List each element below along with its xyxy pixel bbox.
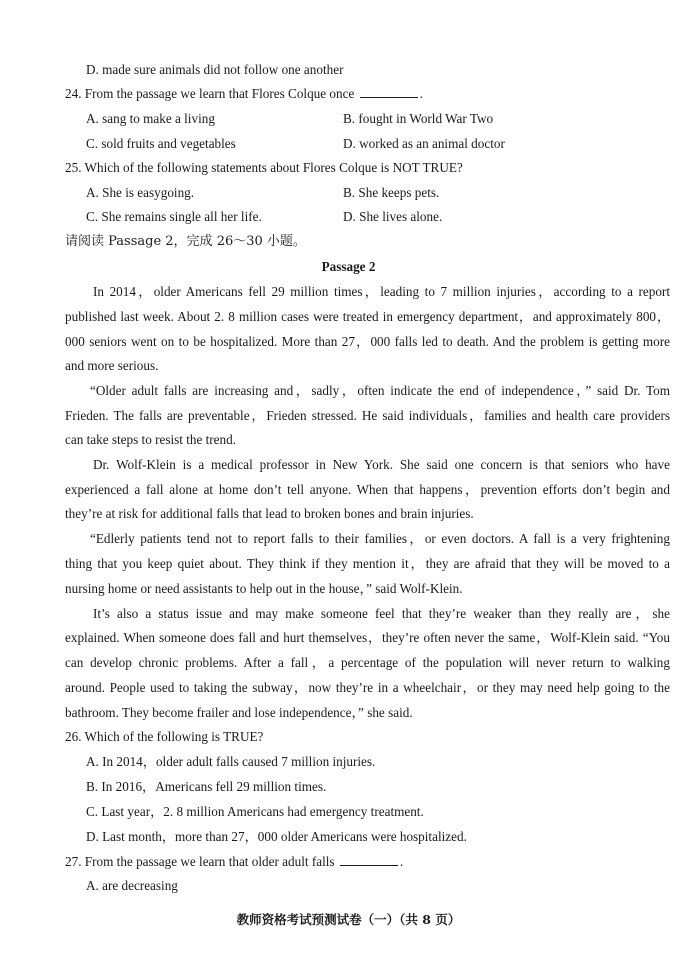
q24-stem-text: 24. From the passage we learn that Flores Colque once: [65, 86, 355, 101]
passage-line: “Edlerly patients tend not to report falls to their families，or even doctors. A fall is a very frightening: [90, 531, 670, 546]
passage-line: around. People used to taking the subway，now they’re in a wheelchair，or they may need help going to the: [65, 680, 670, 695]
passage-line: It’s also a status issue and may make someone feel that they’re weaker than they really are，she: [93, 606, 670, 621]
section-instruction: 请阅读 Passage 2，完成 26～30 小题。: [65, 234, 306, 249]
passage-line: explained. When someone does fall and hurt themselves，they’re often never the same，Wolf-Klein said. “You: [65, 630, 670, 645]
passage-line: 000 seniors went on to be hospitalized. More than 27，000 falls led to death. And the problem is getting more: [65, 334, 670, 349]
passage-line: can take steps to resist the trend.: [65, 432, 237, 447]
q23-option-d: D. made sure animals did not follow one another: [86, 62, 344, 77]
q25-option-c: C. She remains single all her life.: [86, 209, 262, 224]
q27-stem-end: .: [399, 854, 404, 869]
passage-line: bathroom. They become frailer and lose independence，” she said.: [65, 705, 413, 720]
q27-stem-text: 27. From the passage we learn that older adult falls: [65, 854, 335, 869]
passage-line: they’re at risk for additional falls that lead to broken bones and brain injuries.: [65, 506, 474, 521]
passage-line: thing that you keep quiet about. They think if they mention it，they are afraid that they will be moved to a: [65, 556, 670, 571]
q24-option-b: B. fought in World War Two: [343, 111, 494, 126]
passage-line: experienced a fall alone at home don’t tell anyone. When that happens，prevention efforts don’t begin and: [65, 482, 670, 497]
answer-blank: [340, 854, 398, 866]
q25-option-d: D. She lives alone.: [343, 209, 443, 224]
q26-option-a: A. In 2014，older adult falls caused 7 million injuries.: [86, 754, 376, 769]
passage-line: “Older adult falls are increasing and，sadly，often indicate the end of independence，” said Dr. Tom: [90, 383, 670, 398]
q24-option-d: D. worked as an animal doctor: [343, 136, 505, 151]
passage-line: In 2014，older Americans fell 29 million times，leading to 7 million injuries，according to a report: [93, 284, 670, 299]
passage-line: Frieden. The falls are preventable，Frieden stressed. He said individuals，families and health care providers: [65, 408, 670, 423]
passage-title: Passage 2: [321, 259, 376, 274]
q24-option-a: A. sang to make a living: [86, 111, 215, 126]
q26-stem: 26. Which of the following is TRUE?: [65, 729, 264, 744]
q24-option-c: C. sold fruits and vegetables: [86, 136, 236, 151]
passage-line: and more serious.: [65, 358, 159, 373]
q25-option-b: B. She keeps pets.: [343, 185, 440, 200]
q26-option-d: D. Last month，more than 27，000 older Americans were hospitalized.: [86, 829, 467, 844]
q26-option-c: C. Last year，2. 8 million Americans had emergency treatment.: [86, 804, 424, 819]
q24-stem: [65, 86, 423, 102]
passage-line: can develop chronic problems. After a fall，a percentage of the population will never return to walking: [65, 655, 670, 670]
q26-option-b: B. In 2016，Americans fell 29 million times.: [86, 779, 327, 794]
q25-option-a: A. She is easygoing.: [86, 185, 195, 200]
q24-stem-end: .: [419, 86, 423, 101]
q27-stem: [65, 854, 403, 870]
answer-blank: [360, 86, 418, 98]
passage-line: nursing home or need assistants to help out in the house，” said Wolf-Klein.: [65, 581, 463, 596]
passage-line: published last week. About 2. 8 million cases were treated in emergency department，and approximately 800，: [65, 309, 671, 324]
q27-option-a: A. are decreasing: [86, 878, 178, 893]
passage-line: Dr. Wolf-Klein is a medical professor in New York. She said one concern is that seniors who have: [93, 457, 670, 472]
page-footer: 教师资格考试预测试卷（一）（共 8 页）: [236, 912, 461, 927]
q25-stem: 25. Which of the following statements about Flores Colque is NOT TRUE?: [65, 160, 463, 175]
